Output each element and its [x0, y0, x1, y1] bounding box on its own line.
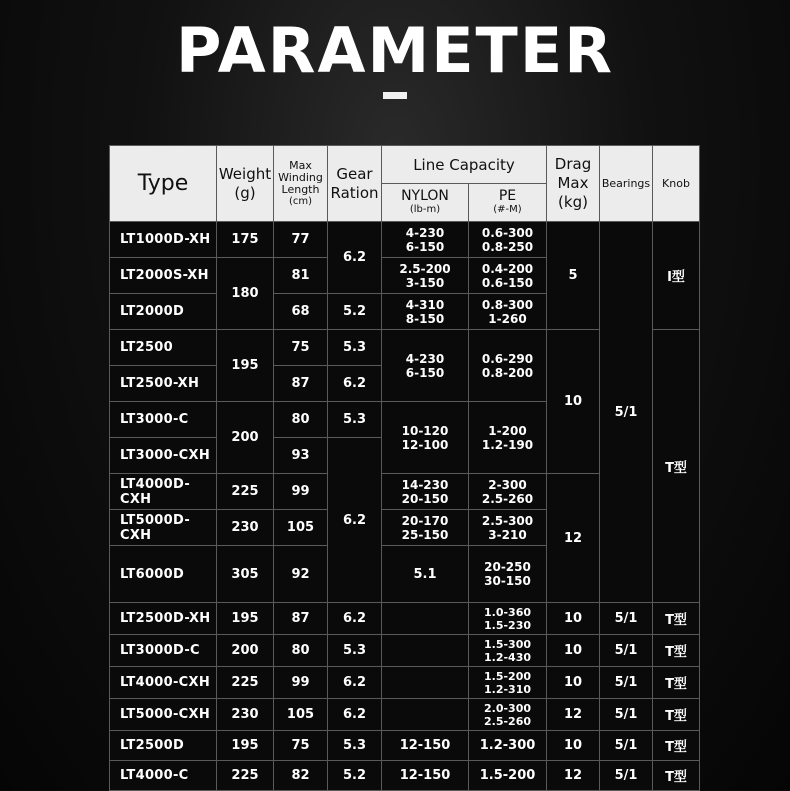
cell-weight: 195 [217, 330, 274, 402]
cell-pe: 0.6-300 0.8-250 [469, 222, 547, 258]
cell-nylon: 20-250 30-150 [469, 546, 547, 603]
header-knob: Knob [653, 146, 700, 222]
cell-gear: 5.2 [328, 294, 382, 330]
cell-gear: 5.3 [328, 635, 382, 667]
cell-bearings: 5/1 [600, 635, 653, 667]
cell-bearings: 5/1 [600, 761, 653, 791]
table-header [110, 146, 700, 222]
cell-weight: 305 [217, 546, 274, 603]
cell-knob: T型 [653, 635, 700, 667]
cell-gear: 6.2 [328, 603, 382, 635]
cell-drag: 10 [547, 635, 600, 667]
cell-knob: T型 [653, 330, 700, 603]
cell-bearings: 5/1 [600, 603, 653, 635]
table-row [110, 699, 700, 731]
cell-weight: 175 [217, 222, 274, 258]
cell-type: LT2500 [110, 330, 217, 366]
cell-pe: 2.0-300 2.5-260 [469, 699, 547, 731]
header-weight: Weight (g) [217, 146, 274, 222]
cell-knob: T型 [653, 699, 700, 731]
cell-length: 93 [274, 438, 328, 474]
cell-type: LT3000-CXH [110, 438, 217, 474]
table-row [110, 667, 700, 699]
cell-knob: T型 [653, 667, 700, 699]
cell-drag: 12 [547, 474, 600, 603]
cell-gear: 6.2 [328, 438, 382, 603]
cell-weight: 195 [217, 731, 274, 761]
cell-length: 99 [274, 474, 328, 510]
cell-pe: 1.0-360 1.5-230 [469, 603, 547, 635]
cell-weight: 225 [217, 474, 274, 510]
cell-type: LT3000D-C [110, 635, 217, 667]
cell-nylon: 4-230 6-150 [382, 222, 469, 258]
cell-length: 87 [274, 603, 328, 635]
cell-bearings: 5/1 [600, 731, 653, 761]
header-bearings: Bearings [600, 146, 653, 222]
cell-drag: 12 [547, 699, 600, 731]
cell-length: 75 [274, 330, 328, 366]
cell-gear: 5.3 [328, 330, 382, 366]
cell-drag: 10 [547, 667, 600, 699]
cell-drag: 10 [547, 603, 600, 635]
cell-weight: 225 [217, 667, 274, 699]
cell-weight: 230 [217, 699, 274, 731]
header-type: Type [110, 146, 217, 222]
page-title: PARAMETER [176, 14, 614, 87]
cell-type: LT2500D-XH [110, 603, 217, 635]
cell-drag: 5 [547, 222, 600, 330]
cell-type: LT5000D-CXH [110, 510, 217, 546]
title-underline [383, 92, 407, 99]
cell-pe: 1-200 1.2-190 [469, 402, 547, 474]
cell-length: 68 [274, 294, 328, 330]
cell-pe: 1.5-200 [469, 761, 547, 791]
cell-length: 75 [274, 731, 328, 761]
cell-weight: 225 [217, 761, 274, 791]
cell-length: 105 [274, 510, 328, 546]
cell-nylon: 20-170 25-150 [382, 510, 469, 546]
cell-gear: 5.3 [328, 731, 382, 761]
cell-nylon [382, 667, 469, 699]
cell-drag: 12 [547, 761, 600, 791]
cell-nylon [382, 603, 469, 635]
cell-type: LT2500D [110, 731, 217, 761]
cell-nylon: 4-310 8-150 [382, 294, 469, 330]
cell-length: 81 [274, 258, 328, 294]
cell-gear: 6.2 [328, 667, 382, 699]
cell-pe: 1.5-200 1.2-310 [469, 667, 547, 699]
cell-type: LT3000-C [110, 402, 217, 438]
cell-pe: 0.4-200 0.6-150 [469, 258, 547, 294]
cell-drag: 10 [547, 330, 600, 474]
header-line-capacity: Line Capacity [382, 146, 547, 184]
cell-gear: 6.2 [328, 366, 382, 402]
cell-bearings: 5/1 [600, 699, 653, 731]
cell-pe: 2-300 2.5-260 [469, 474, 547, 510]
cell-nylon: 2.5-200 3-150 [382, 258, 469, 294]
cell-bearings: 5/1 [600, 667, 653, 699]
cell-weight: 200 [217, 635, 274, 667]
cell-type: LT1000D-XH [110, 222, 217, 258]
cell-type: LT2000D [110, 294, 217, 330]
cell-bearings: 5/1 [600, 222, 653, 603]
cell-pe: 1.5-300 1.2-430 [469, 635, 547, 667]
cell-knob: T型 [653, 603, 700, 635]
table-row [110, 761, 700, 791]
cell-nylon: 12-150 [382, 731, 469, 761]
cell-length: 105 [274, 699, 328, 731]
cell-gear: 6.2 [328, 699, 382, 731]
cell-weight: 180 [217, 258, 274, 330]
table-body [110, 222, 700, 791]
table-row [110, 222, 700, 258]
cell-length: 77 [274, 222, 328, 258]
cell-gear: 5.2 [328, 761, 382, 791]
cell-pe: 0.6-290 0.8-200 [469, 330, 547, 402]
cell-gear: 5.3 [328, 402, 382, 438]
table-row [110, 635, 700, 667]
cell-pe: 0.8-300 1-260 [469, 294, 547, 330]
cell-gear: 6.2 [328, 222, 382, 294]
cell-type: LT6000D [110, 546, 217, 603]
cell-length: 99 [274, 667, 328, 699]
cell-nylon [382, 699, 469, 731]
cell-knob: T型 [653, 761, 700, 791]
header-pe: PE (#-M) [469, 184, 547, 222]
table-row [110, 603, 700, 635]
cell-weight: 195 [217, 603, 274, 635]
cell-pe: 2.5-300 3-210 [469, 510, 547, 546]
cell-length: 87 [274, 366, 328, 402]
cell-knob: I型 [653, 222, 700, 330]
cell-nylon [382, 635, 469, 667]
cell-weight: 200 [217, 402, 274, 474]
cell-knob: T型 [653, 731, 700, 761]
cell-length: 92 [274, 546, 328, 603]
header-winding-length: Max Winding Length (cm) [274, 146, 328, 222]
cell-type: LT2500-XH [110, 366, 217, 402]
cell-nylon: 14-230 20-150 [382, 474, 469, 510]
cell-nylon: 12-150 [382, 761, 469, 791]
cell-nylon: 10-120 12-100 [382, 402, 469, 474]
parameter-table [109, 145, 700, 791]
cell-length: 82 [274, 761, 328, 791]
header-gear-ration: Gear Ration [328, 146, 382, 222]
cell-type: LT2000S-XH [110, 258, 217, 294]
cell-weight: 230 [217, 510, 274, 546]
cell-pe: 1.2-300 [469, 731, 547, 761]
cell-nylon: 4-230 6-150 [382, 330, 469, 402]
cell-drag: 10 [547, 731, 600, 761]
cell-length: 80 [274, 402, 328, 438]
header-nylon: NYLON (lb-m) [382, 184, 469, 222]
cell-length: 80 [274, 635, 328, 667]
table-row [110, 731, 700, 761]
cell-type: LT5000-CXH [110, 699, 217, 731]
header-drag-max: Drag Max (kg) [547, 146, 600, 222]
cell-gear: 5.1 [382, 546, 469, 603]
cell-type: LT4000D-CXH [110, 474, 217, 510]
cell-type: LT4000-C [110, 761, 217, 791]
cell-type: LT4000-CXH [110, 667, 217, 699]
